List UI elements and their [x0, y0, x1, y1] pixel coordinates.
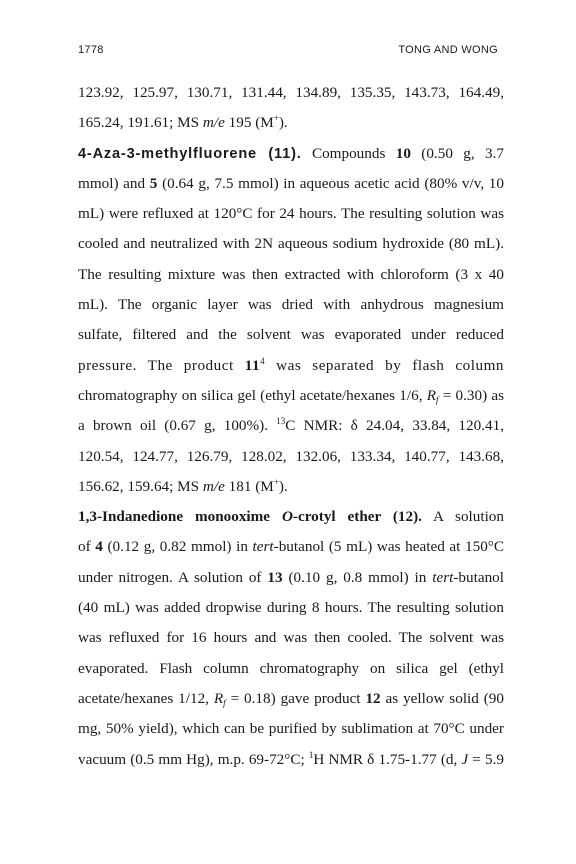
text-line: mL). The organic layer was dried with anhydrous magnesium	[78, 296, 504, 314]
section-heading-12: 1,3-Indanedione monooxime O-crotyl ether (12).	[78, 508, 422, 526]
text-line: 120.54, 124.77, 126.79, 128.02, 132.06, 133.34, 140.77, 143.68,	[78, 447, 504, 465]
text-line: The resulting mixture was then extracted with chloroform (3 x 40	[78, 265, 504, 283]
running-header	[78, 44, 498, 56]
text-line: 4-Aza-3-methylfluorene (11). Compounds 10 (0.50 g, 3.7	[78, 144, 504, 162]
text-line: pressure. The product $11^4$ was separated by flash column	[78, 355, 504, 374]
text-line: 165.24, 191.61; MS m/e 195 (M+).	[78, 113, 288, 132]
text-line: a brown oil (0.67 g, 100%). $^{13}$C NMR: δ 24.04, 33.84, 120.41,	[78, 416, 504, 435]
body-text	[78, 78, 504, 775]
text-line: vacuum (0.5 mm Hg), m.p. 69-72°C; $^1$H NMR δ 1.75-1.77 (d, J = 5.9	[78, 749, 504, 768]
text-line: of 4 (0.12 g, 0.82 mmol) in tert-butanol (5 mL) was heated at 150°C	[78, 538, 504, 556]
section-heading-11: 4-Aza-3-methylfluorene (11).	[78, 145, 302, 162]
text-line: (40 mL) was added dropwise during 8 hours. The resulting solution	[78, 599, 504, 617]
running-title: TONG AND WONG	[398, 44, 498, 56]
text-line: under nitrogen. A solution of 13 (0.10 g, 0.8 mmol) in tert-butanol	[78, 568, 504, 586]
text-line: evaporated. Flash column chromatography on silica gel (ethyl	[78, 659, 504, 677]
text-line: cooled and neutralized with 2N aqueous sodium hydroxide (80 mL).	[78, 235, 504, 253]
text-line: was refluxed for 16 hours and was then cooled. The solvent was	[78, 629, 504, 647]
text-line: sulfate, filtered and the solvent was evaporated under reduced	[78, 326, 504, 344]
text-line: 1,3-Indanedione monooxime O-crotyl ether (12). A solution	[78, 508, 504, 526]
text-line: 123.92, 125.97, 130.71, 131.44, 134.89, 135.35, 143.73, 164.49,	[78, 84, 504, 101]
text-line: mL) were refluxed at 120°C for 24 hours. The resulting solution was	[78, 205, 504, 223]
text-line: mmol) and 5 (0.64 g, 7.5 mmol) in aqueous acetic acid (80% v/v, 10	[78, 174, 504, 192]
text-line: chromatography on silica gel (ethyl acetate/hexanes 1/6, $R_f = 0.30$) as	[78, 386, 504, 405]
text-line: 156.62, 159.64; MS m/e 181 (M+).	[78, 476, 288, 495]
text-line: mg, 50% yield), which can be purified by sublimation at 70°C under	[78, 720, 504, 738]
page-number: 1778	[78, 44, 104, 56]
text-line: acetate/hexanes 1/12, $R_f = 0.18$) gave product 12 as yellow solid (90	[78, 689, 504, 708]
